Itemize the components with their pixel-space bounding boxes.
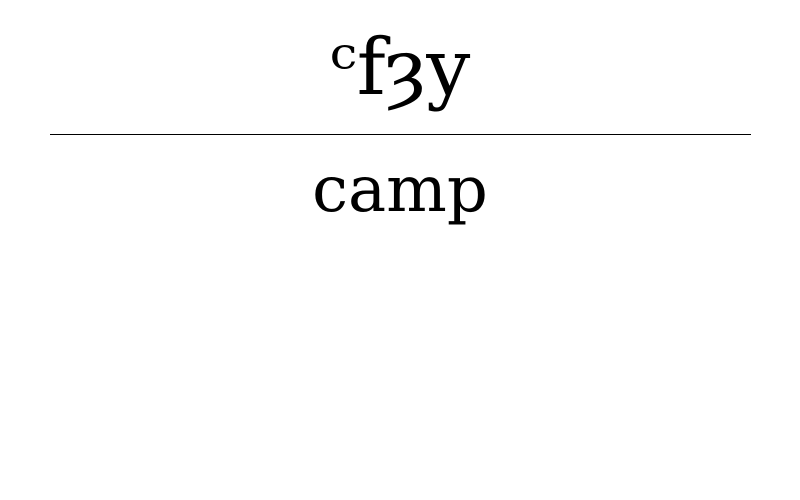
- headword-transliteration: ᶜfȝy: [329, 23, 471, 113]
- divider-line: [50, 134, 751, 135]
- gloss-translation: camp: [312, 153, 488, 227]
